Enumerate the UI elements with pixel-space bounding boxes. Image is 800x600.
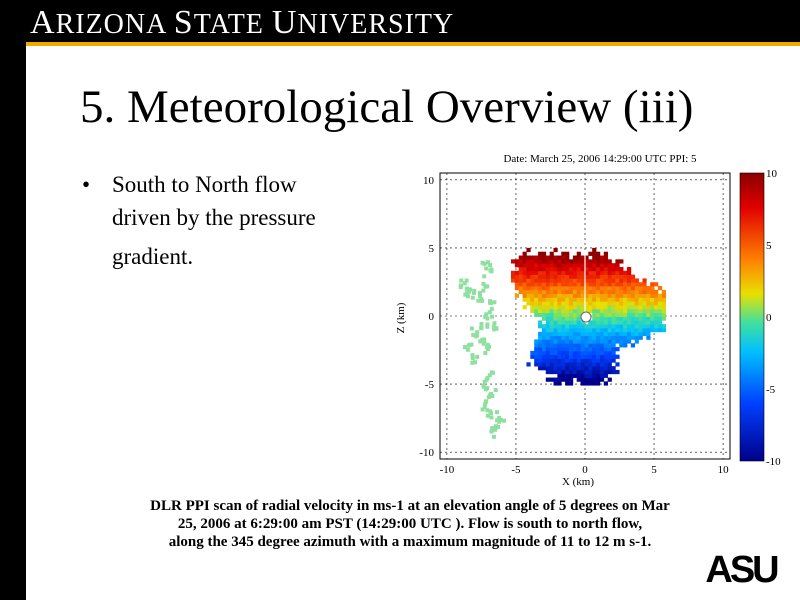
colorbar-tick-label: 10 bbox=[766, 168, 777, 180]
header-accent-line bbox=[0, 42, 800, 46]
x-tick-label: 5 bbox=[651, 464, 657, 476]
slide-title: 5. Meteorological Overview (iii) bbox=[80, 81, 694, 133]
y-tick-label: -5 bbox=[424, 379, 434, 392]
asu-logo-text: ASU bbox=[705, 549, 777, 591]
figure-caption bbox=[90, 497, 730, 551]
left-sidebar-bar bbox=[0, 0, 26, 600]
x-tick-label: -5 bbox=[511, 464, 521, 476]
bullet-line: South to North flow bbox=[112, 172, 297, 197]
x-axis-label: X (km) bbox=[561, 476, 595, 488]
x-tick-label: 10 bbox=[717, 464, 729, 476]
x-tick-label: 0 bbox=[582, 464, 588, 476]
chart-title: Date: March 25, 2006 14:29:00 UTC PPI: 5 bbox=[503, 153, 697, 165]
y-tick-label: 5 bbox=[428, 242, 434, 255]
radar-ppi-chart bbox=[380, 150, 800, 488]
colorbar-ticks bbox=[766, 168, 781, 468]
y-tick-label: -10 bbox=[419, 447, 434, 460]
caption-line: DLR PPI scan of radial velocity in ms-1 at an elevation angle of 5 degrees on Mar bbox=[150, 498, 670, 514]
colorbar-tick-label: -5 bbox=[766, 384, 776, 396]
colorbar bbox=[740, 173, 764, 461]
colorbar-tick-label: 0 bbox=[766, 312, 772, 324]
asu-logo bbox=[698, 548, 784, 591]
y-axis-label: Z (km) bbox=[395, 302, 407, 334]
bullet-text bbox=[112, 168, 372, 273]
velocity-field bbox=[459, 248, 666, 439]
university-name: ARIZONA STATE UNIVERSITY bbox=[30, 4, 455, 41]
x-tick-label: -10 bbox=[439, 464, 455, 476]
caption-line: 25, 2006 at 6:29:00 am PST (14:29:00 UTC ). Flow is south to north flow, bbox=[177, 516, 643, 532]
bullet-line: gradient. bbox=[112, 244, 194, 269]
y-tick-label: 0 bbox=[428, 311, 434, 323]
colorbar-tick-label: 5 bbox=[766, 240, 772, 252]
caption-line: along the 345 degree azimuth with a maximum magnitude of 11 to 12 m s-1. bbox=[168, 534, 652, 550]
bullet-dot: • bbox=[82, 172, 91, 197]
bullet-line: driven by the pressure bbox=[112, 205, 316, 230]
y-tick-label: 10 bbox=[423, 174, 434, 187]
colorbar-tick-label: -10 bbox=[766, 456, 781, 468]
